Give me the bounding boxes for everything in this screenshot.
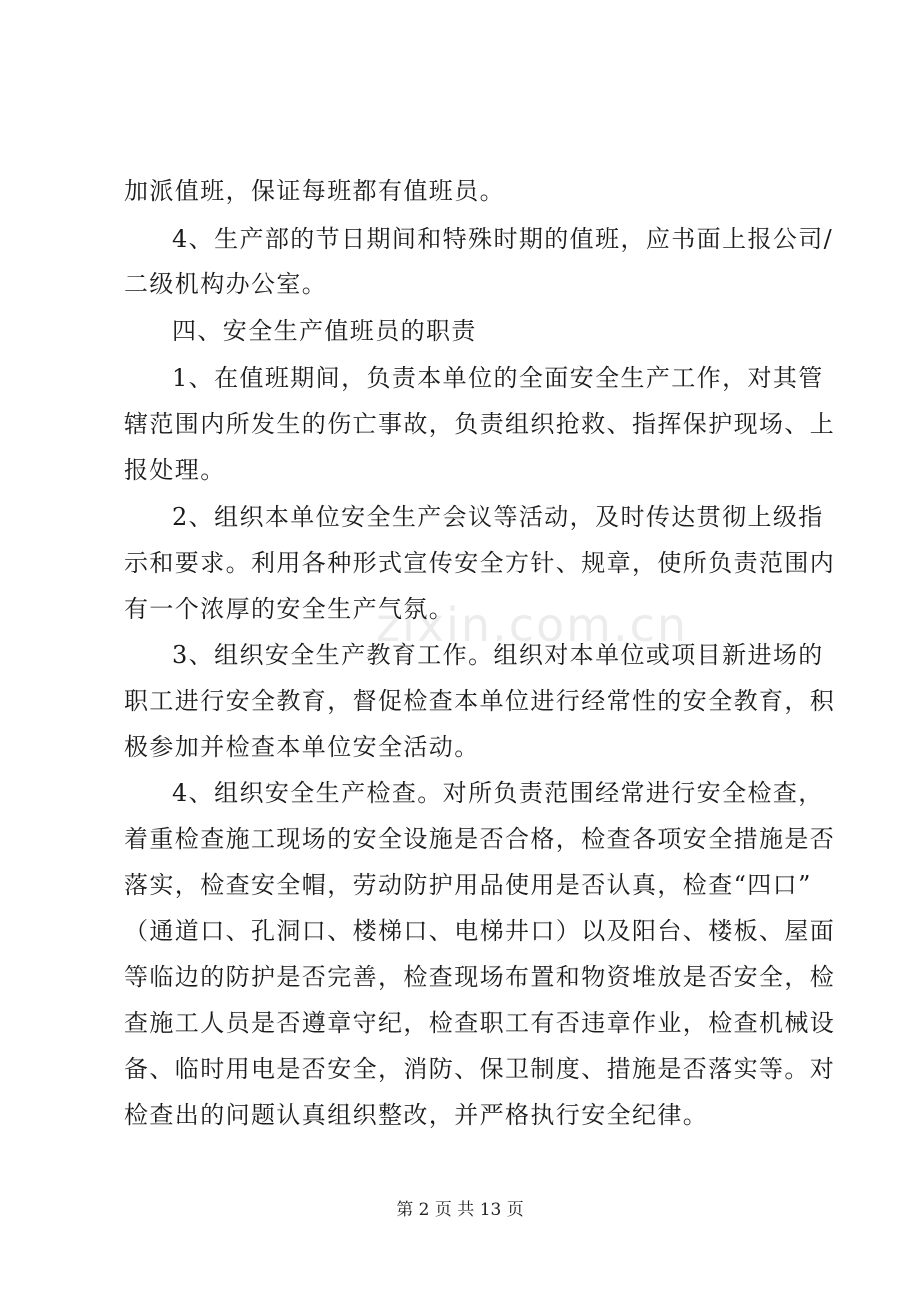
body-line: 1、在值班期间，负责本单位的全面安全生产工作，对其管 <box>172 364 824 392</box>
body-line: 职工进行安全教育，督促检查本单位进行经常性的安全教育，积 <box>124 687 836 715</box>
body-line: 检查出的问题认真组织整改，并严格执行安全纪律。 <box>124 1101 709 1129</box>
section-heading: 四、安全生产值班员的职责 <box>172 317 477 345</box>
body-line: 极参加并检查本单位安全活动。 <box>124 733 480 761</box>
body-line: 二级机构办公室。 <box>124 270 328 298</box>
body-line: 示和要求。利用各种形式宣传安全方针、规章，使所负责范围内 <box>124 549 836 577</box>
page-number: 第 2 页 共 13 页 <box>396 1200 524 1220</box>
body-line: 等临边的防护是否完善，检查现场布置和物资堆放是否安全，检 <box>124 963 836 991</box>
body-line: 4、生产部的节日期间和特殊时期的值班，应书面上报公司/ <box>172 225 834 253</box>
body-line: 加派值班，保证每班都有值班员。 <box>124 177 505 205</box>
body-line: 4、组织安全生产检查。对所负责范围经常进行安全检查， <box>172 779 824 807</box>
body-line: 查施工人员是否遵章守纪，检查职工有否违章作业，检查机械设 <box>124 1009 836 1037</box>
body-line: （通道口、孔洞口、楼梯口、电梯井口）以及阳台、楼板、屋面 <box>124 917 836 945</box>
body-line: 着重检查施工现场的安全设施是否合格，检查各项安全措施是否 <box>124 825 836 853</box>
body-line: 3、组织安全生产教育工作。组织对本单位或项目新进场的 <box>172 641 824 669</box>
body-line: 备、临时用电是否安全，消防、保卫制度、措施是否落实等。对 <box>124 1055 836 1083</box>
body-line: 有一个浓厚的安全生产气氛。 <box>124 595 455 623</box>
watermark: zixin.com.cn <box>376 598 689 652</box>
body-line: 报处理。 <box>124 456 226 484</box>
body-line: 2、组织本单位安全生产会议等活动，及时传达贯彻上级指 <box>172 503 824 531</box>
body-line: 辖范围内所发生的伤亡事故，负责组织抢救、指挥保护现场、上 <box>124 410 836 438</box>
body-line: 落实，检查安全帽，劳动防护用品使用是否认真，检查“四口” <box>124 871 812 899</box>
